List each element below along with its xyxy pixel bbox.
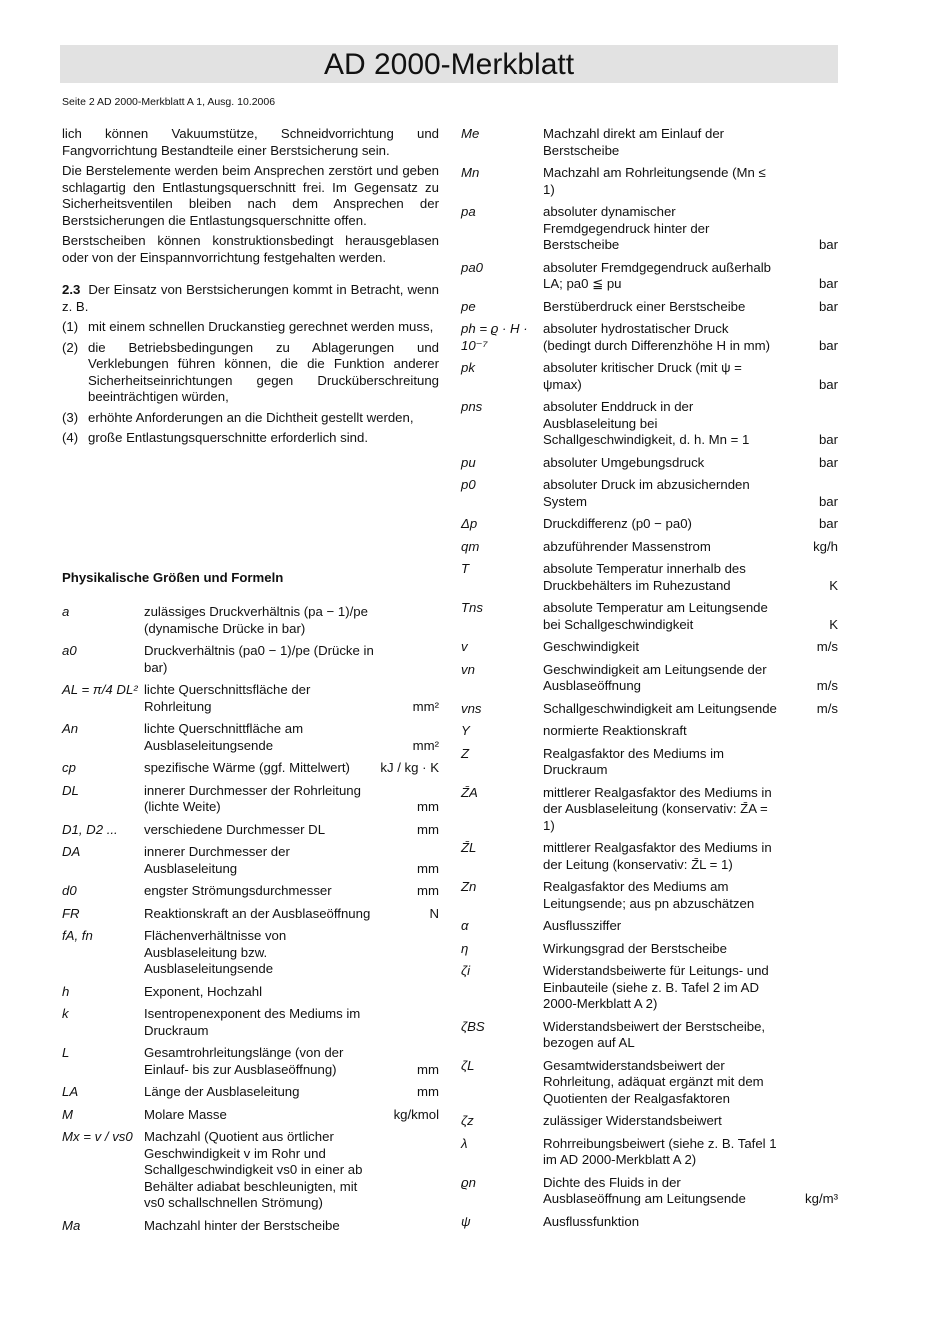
unit: bar [818,337,838,353]
symbol: v [461,639,468,654]
table-row [461,723,838,740]
table-row [461,941,838,958]
description: Machzahl (Quotient aus örtlicher Geschwindigkeit v im Rohr und Schallgeschwindigkeit vs0 in einer ab Behälter adiabat beschleunigten, mit vs0 schallschnellen Strömung) [144,1129,363,1210]
description: absoluter Druck im abzusichernden System [543,477,750,509]
symbol: ph = ϱ · H · 10⁻⁷ [461,321,528,353]
unit: m/s [816,678,838,693]
symbol: DA [62,844,81,859]
description: Geschwindigkeit am Leitungsende der Ausblaseöffnung [543,661,767,693]
symbol: ζL [461,1057,475,1073]
symbol: T [461,561,470,576]
unit: kg/kmol [393,1106,439,1122]
unit: kg/m³ [805,1191,838,1206]
section-heading: Physikalische Größen und Formeln [62,570,284,585]
table-row [62,1107,439,1124]
symbol: Z̄L [461,840,477,855]
description: Machzahl direkt am Einlauf der Berstscheibe [543,126,725,158]
symbol: ζi [461,963,471,978]
description: mittlerer Realgasfaktor des Mediums in der Leitung (konservativ: Z̄L = 1) [543,840,772,872]
symbol: D1, D2 ... [62,821,118,837]
table-row [62,1218,439,1235]
list-item [62,340,439,406]
symbol: DL [62,782,79,798]
symbol: pns [461,399,483,414]
unit: mm [417,883,439,898]
table-row [62,682,439,715]
symbol: pk [461,360,475,375]
description: Länge der Ausblaseleitung [144,1084,300,1099]
unit: bar [818,237,838,252]
symbol: p0 [461,477,476,492]
table-row [62,643,439,676]
table-row [461,539,838,556]
list-item-number: (2) [62,339,79,355]
table-row [461,126,838,159]
symbol: vn [461,661,475,677]
list-item-text: mit einem schnellen Druckanstieg gerechnet werden muss, [88,319,434,334]
table-row [62,1045,439,1078]
description: Isentropenexponent des Mediums im Druckraum [144,1006,361,1038]
description: innerer Durchmesser der Rohrleitung (lichte Weite) [144,782,361,814]
description: abzuführender Massenstrom [543,538,711,554]
table-row [461,1019,838,1052]
table-row [461,204,838,254]
table-row [62,1006,439,1039]
symbol: Δp [461,516,478,531]
page-subtitle: Seite 2 AD 2000-Merkblatt A 1, Ausg. 10.2006 [62,96,276,108]
table-row [62,906,439,923]
symbol: Ma [62,1217,81,1233]
description: Realgasfaktor des Mediums am Leitungsende; aus pn abzuschätzen [543,879,755,911]
description: absoluter dynamischer Fremdgegendruck hinter der Berstscheibe [543,204,710,252]
table-row [461,879,838,912]
symbol: a [62,604,70,619]
list-item [62,410,439,427]
unit: K [829,616,838,632]
unit: mm [417,1084,439,1099]
unit: mm [417,860,439,876]
unit: bar [818,493,838,509]
table-row [62,984,439,1001]
description: Machzahl am Rohrleitungsende (Mn ≤ 1) [543,165,766,197]
unit: m/s [816,700,838,716]
table-row [62,760,439,777]
description: absoluter Umgebungsdruck [543,454,705,470]
symbol: Zn [461,879,477,894]
table-row [461,1136,838,1169]
symbol: pa0 [461,259,484,275]
section-text: Der Einsatz von Berstsicherungen kommt in Betracht, wenn z. B. [62,282,439,314]
unit: mm [417,821,439,837]
description: Ausflussziffer [543,918,622,933]
description: Gesamtrohrleitungslänge (von der Einlauf- bis zur Ausblaseöffnung) [144,1045,344,1077]
paragraph: lich können Vakuumstütze, Schneidvorrichtung und Fangvorrichtung Bestandteile einer Berstsicherung sein. [62,126,439,158]
table-row [62,928,439,978]
unit: N [429,905,439,921]
table-row [461,600,838,633]
symbol-table-left [62,604,439,1240]
description: lichte Querschnittfläche am Ausblaseleitungsende [144,721,304,753]
symbol: pe [461,298,476,314]
description: spezifische Wärme (ggf. Mittelwert) [144,760,350,775]
symbol: ψ [461,1213,471,1229]
symbol: Z̄A [461,784,478,800]
table-row [62,1084,439,1101]
symbol: AL = π/4 DL² [62,682,138,697]
table-row [461,165,838,198]
table-row [461,662,838,695]
symbol: α [461,918,469,933]
description: Rohrreibungsbeiwert (siehe z. B. Tafel 1 im AD 2000-Merkblatt A 2) [543,1135,777,1167]
description: Ausflussfunktion [543,1213,640,1229]
symbol: k [62,1006,69,1021]
section-2-3 [62,282,439,315]
symbol-table-right [461,126,838,1236]
description: Druckverhältnis (pa0 − 1)/pe (Drücke in bar) [144,643,374,675]
unit: mm² [412,737,439,753]
unit: bar [818,298,838,314]
description: Gesamtwiderstandsbeiwert der Rohrleitung, adäquat ergänzt mit dem Quotienten der Realgasfaktoren [543,1057,764,1106]
description: mittlerer Realgasfaktor des Mediums in der Ausblaseleitung (konservativ: Z̄A = 1) [543,784,772,833]
description: Exponent, Hochzahl [144,983,263,999]
description: Realgasfaktor des Mediums im Druckraum [543,745,725,777]
symbol: Tns [461,600,483,615]
list-item-number: (1) [62,319,79,334]
description: Widerstandsbeiwert der Berstscheibe, bezogen auf AL [543,1018,766,1050]
table-row [461,1175,838,1208]
page-header [60,45,838,83]
description: Druckdifferenz (p0 − pa0) [543,516,692,531]
section-number: 2.3 [62,282,81,297]
symbol: ζBS [461,1018,485,1034]
list-item-number: (3) [62,409,79,425]
symbol: L [62,1045,70,1060]
description: absoluter kritischer Druck (mit ψ = ψmax) [543,360,742,392]
symbol: fA, fn [62,928,93,943]
paragraph: Die Berstelemente werden beim Ansprechen zerstört und geben schlagartig den Entlastungsquerschnitt frei. Im Gegensatz zu Sicherheitsventilen bleiben nach dem Ansprechen der Berstsicherungen die Entlastungsquerschnitte offen. [62,163,439,228]
list-item-text: große Entlastungsquerschnitte erforderlich sind. [88,430,369,445]
symbol: Mn [461,165,480,180]
description: Machzahl hinter der Berstscheibe [144,1217,340,1233]
description: absolute Temperatur am Leitungsende bei Schallgeschwindigkeit [543,600,768,632]
table-row [461,746,838,779]
list-item-text: die Betriebsbedingungen zu Ablagerungen und Verklebungen führen können, die die Funktion anderer Sicherheitseinrichtungen gegen Drucküberschreitung beeinträchtigen würden, [88,339,439,404]
table-row [62,883,439,900]
symbol: Me [461,126,480,141]
description: engster Strömungsdurchmesser [144,883,332,898]
description: Molare Masse [144,1106,227,1122]
symbol: ζz [461,1113,474,1128]
list-item [62,319,439,336]
symbol: λ [461,1135,468,1151]
table-row [62,844,439,877]
table-row [461,516,838,533]
symbol: η [461,940,469,956]
table-row [461,840,838,873]
list-item-text: erhöhte Anforderungen an die Dichtheit gestellt werden, [88,409,414,425]
symbol: ϱn [461,1174,476,1190]
description: lichte Querschnittsfläche der Rohrleitung [144,682,311,714]
description: Flächenverhältnisse von Ausblaseleitung bzw. Ausblaseleitungsende [144,928,287,976]
description: zulässiger Widerstandsbeiwert [543,1113,722,1128]
description: Berstüberdruck einer Berstscheibe [543,298,746,314]
symbol: M [62,1106,73,1122]
symbol: h [62,983,70,999]
symbol: LA [62,1084,79,1099]
description: Schallgeschwindigkeit am Leitungsende [543,700,777,716]
symbol: d0 [62,883,77,898]
description: absoluter hydrostatischer Druck (bedingt durch Differenzhöhe H in mm) [543,321,770,353]
table-row [461,1113,838,1130]
table-row [461,785,838,835]
table-row [62,721,439,754]
table-row [461,1058,838,1108]
symbol: cp [62,760,76,775]
description: Wirkungsgrad der Berstscheibe [543,940,727,956]
description: Reaktionskraft an der Ausblaseöffnung [144,905,371,921]
symbol: Mx = v / vs0 [62,1129,133,1144]
table-row [62,783,439,816]
table-row [461,455,838,472]
table-row [461,260,838,293]
unit: bar [818,376,838,392]
unit: K [829,577,838,593]
unit: bar [818,432,838,447]
table-row [461,299,838,316]
document-title: AD 2000-Merkblatt [323,48,575,81]
symbol: a0 [62,643,77,658]
unit: bar [818,516,838,531]
left-column [62,126,439,1306]
table-row [461,561,838,594]
description: Geschwindigkeit [543,639,640,654]
table-row [461,918,838,935]
unit: bar [818,454,838,470]
symbol: pa [461,204,476,219]
unit: m/s [816,639,838,654]
table-row [461,1214,838,1231]
description: Widerstandsbeiwerte für Leitungs- und Einbauteile (siehe z. B. Tafel 2 im AD 2000-Merkblatt A 2) [543,963,769,1011]
description: Dichte des Fluids in der Ausblaseöffnung am Leitungsende [543,1174,746,1206]
table-row [62,604,439,637]
symbol: pu [461,454,476,470]
description: zulässiges Druckverhältnis (pa − 1)/pe (dynamische Drücke in bar) [144,604,368,636]
table-row [461,963,838,1013]
description: absolute Temperatur innerhalb des Druckbehälters im Ruhezustand [543,561,746,593]
table-row [461,360,838,393]
symbol: An [62,721,79,736]
unit: kJ / kg · K [380,760,439,775]
table-row [62,822,439,839]
list-item [62,430,439,447]
description: absoluter Fremdgegendruck außerhalb LA; pa0 ≦ pu [543,259,771,291]
description: innerer Durchmesser der Ausblaseleitung [144,844,290,876]
symbol: vns [461,700,482,716]
description: absoluter Enddruck in der Ausblaseleitung bei Schallgeschwindigkeit, d. h. Mn = 1 [543,399,750,447]
table-row [461,399,838,449]
table-row [461,477,838,510]
symbol: Y [461,723,470,738]
symbol: qm [461,538,480,554]
unit: bar [818,276,838,291]
paragraph: Berstscheiben können konstruktionsbedingt herausgeblasen oder von der Einspannvorrichtung festgehalten werden. [62,233,439,265]
symbol: Z [461,745,470,761]
table-row [62,1129,439,1212]
table-row [461,639,838,656]
description: normierte Reaktionskraft [543,723,687,738]
unit: mm² [412,698,439,714]
table-row [461,321,838,354]
unit: kg/h [813,538,838,554]
symbol: FR [62,905,80,921]
condition-list [62,319,439,447]
unit: mm [417,799,439,814]
description: verschiedene Durchmesser DL [144,821,326,837]
list-item-number: (4) [62,430,79,445]
unit: mm [417,1061,439,1077]
table-row [461,701,838,718]
